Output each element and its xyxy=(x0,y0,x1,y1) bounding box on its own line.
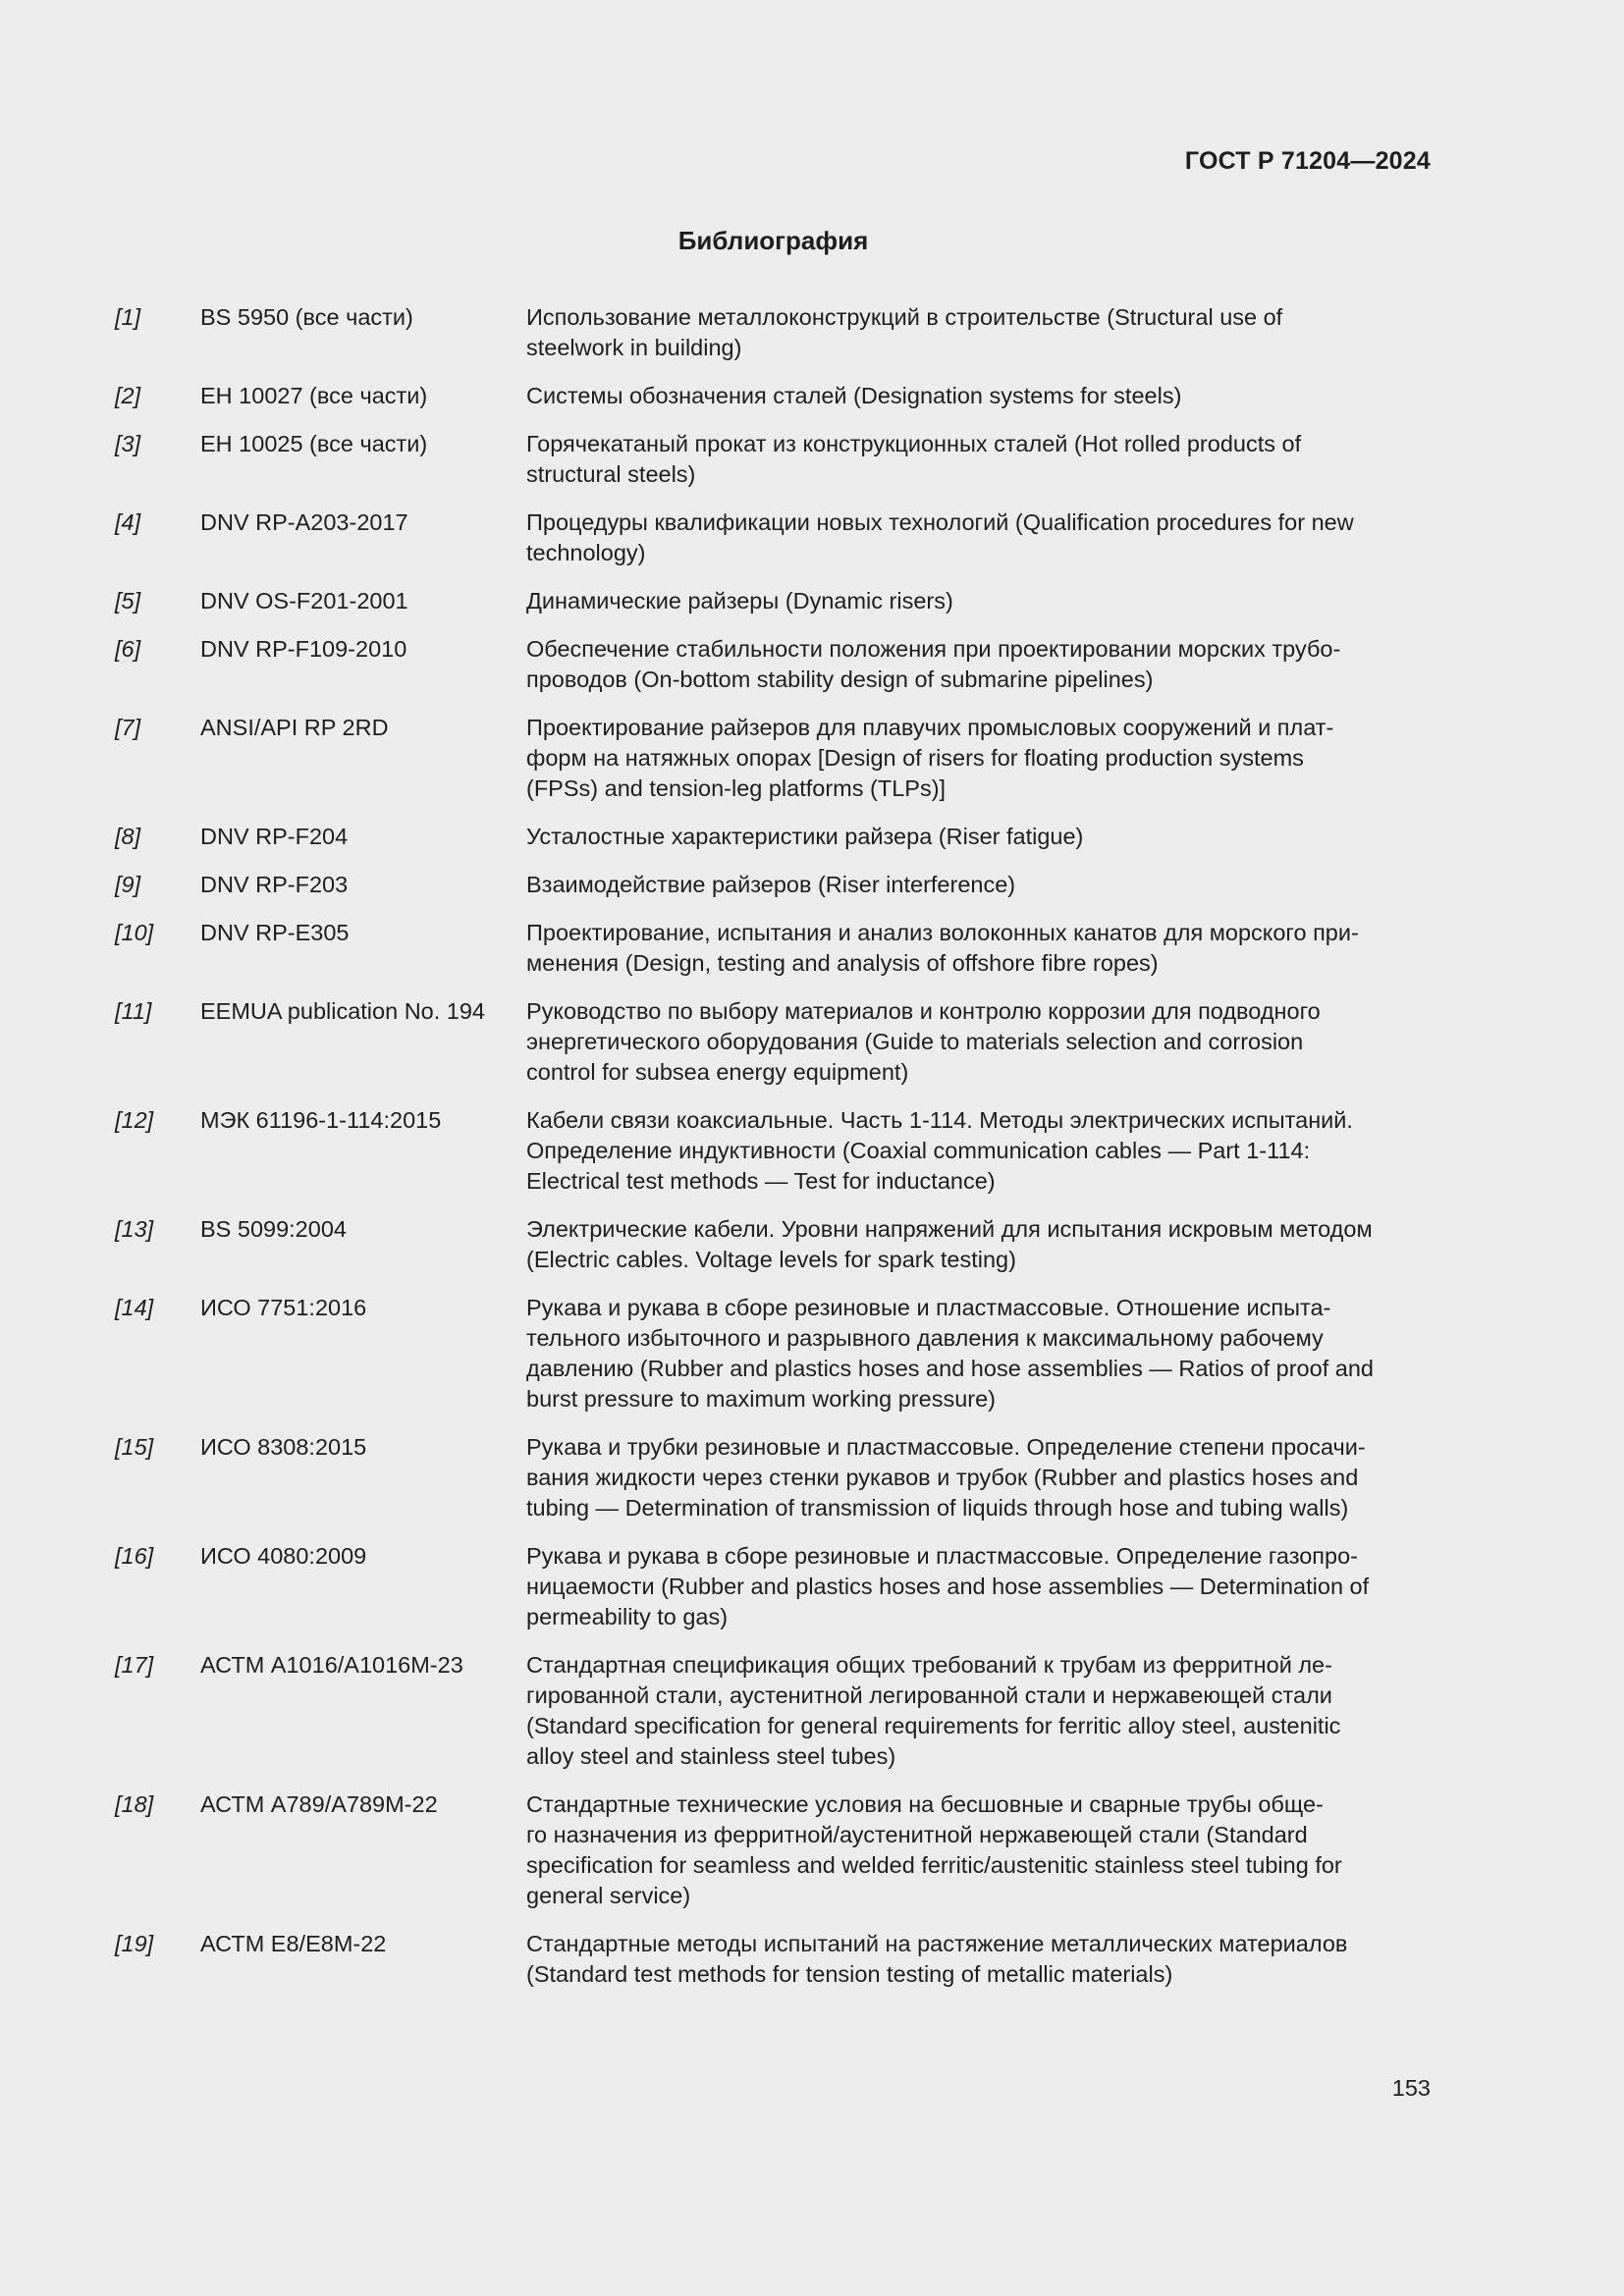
entry-standard-code: DNV RP-E305 xyxy=(200,920,350,945)
entry-description xyxy=(526,1789,1431,1911)
document-code: ГОСТ Р 71204—2024 xyxy=(1184,147,1431,175)
entry-description xyxy=(526,822,1431,852)
bibliography-entry xyxy=(115,302,1431,363)
entry-description-line: burst pressure to maximum working pressure) xyxy=(526,1386,996,1412)
entry-standard-code: АСТМ А1016/А1016М-23 xyxy=(200,1652,463,1678)
entry-description xyxy=(526,996,1431,1088)
entry-description-line: tubing — Determination of transmission of liquids through hose and tubing walls) xyxy=(526,1495,1349,1521)
entry-description xyxy=(526,429,1431,490)
entry-standard-code: DNV RP-F203 xyxy=(200,872,349,897)
entry-description-line: structural steels) xyxy=(526,461,696,487)
entry-description xyxy=(526,1293,1431,1415)
bibliography-entry xyxy=(115,870,1431,900)
bibliography-entry xyxy=(115,429,1431,490)
entry-standard-code: ИСО 4080:2009 xyxy=(200,1543,367,1569)
entry-description xyxy=(526,381,1431,411)
bibliography-entry xyxy=(115,1650,1431,1772)
entry-description xyxy=(526,1105,1431,1197)
entry-number: [16] xyxy=(115,1543,154,1569)
entry-number: [17] xyxy=(115,1652,154,1678)
entry-description-line: Стандартные технические условия на бесшовные и сварные трубы обще- xyxy=(526,1791,1324,1817)
entry-standard-code: BS 5099:2004 xyxy=(200,1216,347,1242)
entry-description-line: (FPSs) and tension-leg platforms (TLPs)] xyxy=(526,775,947,801)
entry-description-line: technology) xyxy=(526,540,646,565)
entry-description-line: Динамические райзеры (Dynamic risers) xyxy=(526,588,953,614)
entry-number: [9] xyxy=(115,872,141,897)
entry-description-line: permeability to gas) xyxy=(526,1604,729,1629)
entry-description-line: Обеспечение стабильности положения при проектировании морских трубо- xyxy=(526,636,1341,662)
entry-description-line: (Standard test methods for tension testing of metallic materials) xyxy=(526,1961,1173,1987)
entry-description xyxy=(526,634,1431,695)
bibliography-entry xyxy=(115,996,1431,1088)
entry-description xyxy=(526,713,1431,804)
bibliography-entry xyxy=(115,1541,1431,1632)
entry-description-line: го назначения из ферритной/аустенитной нержавеющей стали (Standard xyxy=(526,1822,1308,1847)
entry-description-line: Системы обозначения сталей (Designation systems for steels) xyxy=(526,383,1182,408)
entry-standard-code: ЕН 10027 (все части) xyxy=(200,383,428,408)
entry-description xyxy=(526,918,1431,979)
bibliography-entry xyxy=(115,381,1431,411)
entry-description-line: Electrical test methods — Test for inductance) xyxy=(526,1168,996,1194)
entry-description-line: Рукава и рукава в сборе резиновые и пластмассовые. Определение газопро- xyxy=(526,1543,1358,1569)
bibliography-entry xyxy=(115,1432,1431,1523)
entry-description-line: Проектирование райзеров для плавучих промысловых сооружений и плат- xyxy=(526,715,1334,740)
entry-description-line: Горячекатаный прокат из конструкционных сталей (Hot rolled products of xyxy=(526,431,1302,456)
entry-description-line: Усталостные характеристики райзера (Riser fatigue) xyxy=(526,824,1084,849)
entry-standard-code: ЕН 10025 (все части) xyxy=(200,431,428,456)
entry-description-line: менения (Design, testing and analysis of offshore fibre ropes) xyxy=(526,950,1159,976)
entry-description-line: Стандартная спецификация общих требований к трубам из ферритной ле- xyxy=(526,1652,1332,1678)
entry-description-line: давлению (Rubber and plastics hoses and hose assemblies — Ratios of proof and xyxy=(526,1356,1374,1381)
entry-description xyxy=(526,302,1431,363)
entry-description xyxy=(526,1650,1431,1772)
entry-number: [1] xyxy=(115,304,141,330)
entry-number: [4] xyxy=(115,509,141,535)
entry-standard-code: МЭК 61196-1-114:2015 xyxy=(200,1107,442,1133)
entry-number: [15] xyxy=(115,1434,154,1460)
bibliography-entry xyxy=(115,1789,1431,1911)
entry-description-line: гированной стали, аустенитной легированной стали и нержавеющей стали xyxy=(526,1682,1332,1708)
entry-description-line: Взаимодействие райзеров (Riser interference) xyxy=(526,872,1016,897)
entry-description xyxy=(526,1432,1431,1523)
entry-description-line: проводов (On-bottom stability design of submarine pipelines) xyxy=(526,667,1154,692)
entry-description-line: general service) xyxy=(526,1883,691,1908)
entry-description-line: steelwork in building) xyxy=(526,335,742,360)
entry-number: [10] xyxy=(115,920,154,945)
entry-description xyxy=(526,1929,1431,1990)
entry-number: [12] xyxy=(115,1107,154,1133)
entry-number: [19] xyxy=(115,1931,154,1956)
entry-description-line: Кабели связи коаксиальные. Часть 1-114. Методы электрических испытаний. xyxy=(526,1107,1353,1133)
entry-description-line: тельного избыточного и разрывного давления к максимальному рабочему xyxy=(526,1325,1324,1351)
entry-standard-code: ИСО 7751:2016 xyxy=(200,1295,367,1320)
entry-description-line: Рукава и рукава в сборе резиновые и пластмассовые. Отношение испыта- xyxy=(526,1295,1331,1320)
entry-description-line: ницаемости (Rubber and plastics hoses and hose assemblies — Determination of xyxy=(526,1574,1370,1599)
entry-description-line: энергетического оборудования (Guide to materials selection and corrosion xyxy=(526,1029,1304,1054)
bibliography-entry xyxy=(115,918,1431,979)
entry-number: [14] xyxy=(115,1295,154,1320)
entry-number: [5] xyxy=(115,588,141,614)
entry-description xyxy=(526,586,1431,616)
entry-number: [2] xyxy=(115,383,141,408)
entry-description-line: (Standard specification for general requirements for ferritic alloy steel, austenitic xyxy=(526,1713,1341,1738)
entry-description-line: specification for seamless and welded ferritic/austenitic stainless steel tubing for xyxy=(526,1852,1342,1878)
entry-number: [8] xyxy=(115,824,141,849)
bibliography-entry xyxy=(115,1929,1431,1990)
entry-description xyxy=(526,870,1431,900)
entry-standard-code: ИСО 8308:2015 xyxy=(200,1434,367,1460)
entry-description-line: Процедуры квалификации новых технологий (Qualification procedures for new xyxy=(526,509,1354,535)
page-number: 153 xyxy=(1391,2075,1431,2101)
entry-standard-code: BS 5950 (все части) xyxy=(200,304,413,330)
entry-number: [6] xyxy=(115,636,141,662)
entry-standard-code: АСТМ Е8/Е8М-22 xyxy=(200,1931,387,1956)
bibliography-entry xyxy=(115,713,1431,804)
bibliography-entry xyxy=(115,1293,1431,1415)
page-title: Библиография xyxy=(677,226,869,255)
entry-description-line: Использование металлоконструкций в строительстве (Structural use of xyxy=(526,304,1283,330)
bibliography-entry xyxy=(115,634,1431,695)
entry-standard-code: DNV RP-F204 xyxy=(200,824,349,849)
entry-description-line: вания жидкости через стенки рукавов и трубок (Rubber and plastics hoses and xyxy=(526,1465,1359,1490)
bibliography-entry xyxy=(115,1214,1431,1275)
bibliography-list xyxy=(115,302,1431,2007)
entry-description-line: alloy steel and stainless steel tubes) xyxy=(526,1743,896,1769)
entry-number: [3] xyxy=(115,431,141,456)
entry-number: [13] xyxy=(115,1216,154,1242)
entry-description xyxy=(526,507,1431,568)
bibliography-entry xyxy=(115,1105,1431,1197)
entry-number: [18] xyxy=(115,1791,154,1817)
entry-description-line: control for subsea energy equipment) xyxy=(526,1059,909,1085)
entry-standard-code: EEMUA publication No. 194 xyxy=(200,998,485,1024)
entry-description-line: Электрические кабели. Уровни напряжений для испытания искровым методом xyxy=(526,1216,1373,1242)
entry-number: [11] xyxy=(115,998,152,1024)
entry-standard-code: АСТМ А789/А789М-22 xyxy=(200,1791,438,1817)
entry-description-line: Рукава и трубки резиновые и пластмассовые. Определение степени просачи- xyxy=(526,1434,1366,1460)
entry-description xyxy=(526,1541,1431,1632)
bibliography-entry xyxy=(115,586,1431,616)
entry-standard-code: DNV OS-F201-2001 xyxy=(200,588,408,614)
bibliography-entry xyxy=(115,507,1431,568)
entry-description-line: Руководство по выбору материалов и контролю коррозии для подводного xyxy=(526,998,1321,1024)
entry-number: [7] xyxy=(115,715,141,740)
entry-description-line: (Electric cables. Voltage levels for spark testing) xyxy=(526,1247,1016,1272)
entry-description-line: форм на натяжных опорах [Design of risers for floating production systems xyxy=(526,745,1304,771)
entry-description xyxy=(526,1214,1431,1275)
bibliography-entry xyxy=(115,822,1431,852)
entry-standard-code: ANSI/API RP 2RD xyxy=(200,715,389,740)
entry-description-line: Определение индуктивности (Coaxial communication cables — Part 1-114: xyxy=(526,1138,1311,1163)
entry-standard-code: DNV RP-F109-2010 xyxy=(200,636,407,662)
entry-description-line: Стандартные методы испытаний на растяжение металлических материалов xyxy=(526,1931,1348,1956)
entry-description-line: Проектирование, испытания и анализ волоконных канатов для морского при- xyxy=(526,920,1359,945)
entry-standard-code: DNV RP-A203-2017 xyxy=(200,509,408,535)
